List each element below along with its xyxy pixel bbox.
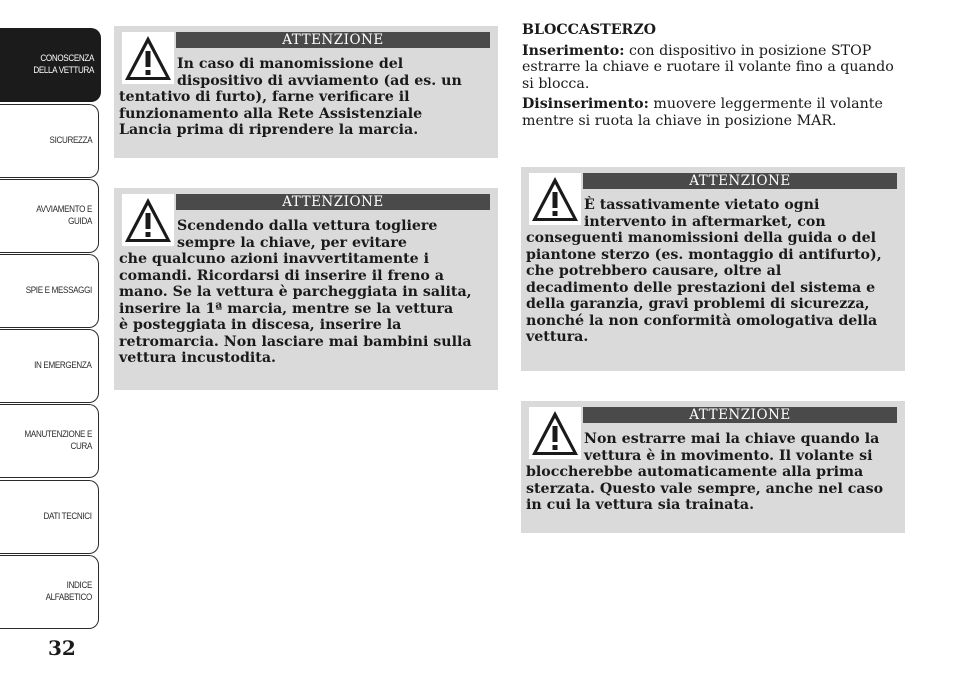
- warning-title: ATTENZIONE: [583, 173, 897, 189]
- warning-box-aftermarket: [521, 167, 905, 371]
- tab-sicurezza[interactable]: SICUREZZA: [0, 104, 99, 178]
- insert-paragraph: Inserimento: con dispositivo in posizione STOP estrarre la chiave e ruotare il volante fino a quando si blocca.: [522, 42, 894, 92]
- tab-in-emergenza[interactable]: IN EMERGENZA: [0, 329, 99, 403]
- tab-spie-e-messaggi[interactable]: SPIE E MESSAGGI: [0, 254, 99, 328]
- warning-text: Scendendo dalla vettura togliere sempre la chiave, per evitare che qualcuno azioni inavvertitamente i comandi. Ricordarsi di inserire il freno a mano. Se la vettura è parcheggiata in salita, inserire la 1ª marcia, mentre se la vettura è posteggiata in discesa, inserire la retromarcia. Non lasciare mai bambini sulla vettura incustodita.: [119, 218, 472, 366]
- tab-indice-alfabetico[interactable]: INDICE ALFABETICO: [0, 555, 99, 629]
- tab-manutenzione-e-cura[interactable]: MANUTENZIONE E CURA: [0, 404, 99, 478]
- warning-text: Non estrarre mai la chiave quando la vettura è in movimento. Il volante si bloccherebbe automaticamente alla prima sterzata. Questo vale sempre, anche nel caso in cui la vettura sia trainata.: [526, 431, 884, 513]
- warning-title: ATTENZIONE: [583, 407, 897, 423]
- steering-lock-section: [522, 22, 902, 133]
- warning-text: È tassativamente vietato ogni intervento in aftermarket, con conseguenti manomissioni della guida o del piantone sterzo (es. montaggio di antifurto), che potrebbero causare, oltre al decadimento delle prestazioni del sistema e della garanzia, gravi problemi di sicurezza, nonché la non conformità omologativa della vettura.: [526, 197, 882, 345]
- remove-paragraph: Disinserimento: muovere leggermente il volante mentre si ruota la chiave in posizione MAR.: [522, 96, 883, 129]
- warning-box-remove-key: [114, 188, 498, 390]
- warning-box-tampering: [114, 26, 498, 158]
- tab-dati-tecnici[interactable]: DATI TECNICI: [0, 480, 99, 554]
- chapter-tabs: [0, 0, 101, 640]
- warning-title: ATTENZIONE: [176, 32, 490, 48]
- page-number: 32: [48, 636, 76, 660]
- warning-box-key-moving: [521, 401, 905, 533]
- warning-text: In caso di manomissione del dispositivo di avviamento (ad es. un tentativo di furto), farne verificare il funzionamento alla Rete Assistenziale Lancia prima di riprendere la marcia.: [119, 56, 462, 138]
- warning-title: ATTENZIONE: [176, 194, 490, 210]
- tab-avviamento-e-guida[interactable]: AVVIAMENTO E GUIDA: [0, 179, 99, 253]
- section-heading: BLOCCASTERZO: [522, 22, 657, 38]
- tab-conoscenza-della-vettura[interactable]: CONOSCENZA DELLA VETTURA: [0, 28, 101, 102]
